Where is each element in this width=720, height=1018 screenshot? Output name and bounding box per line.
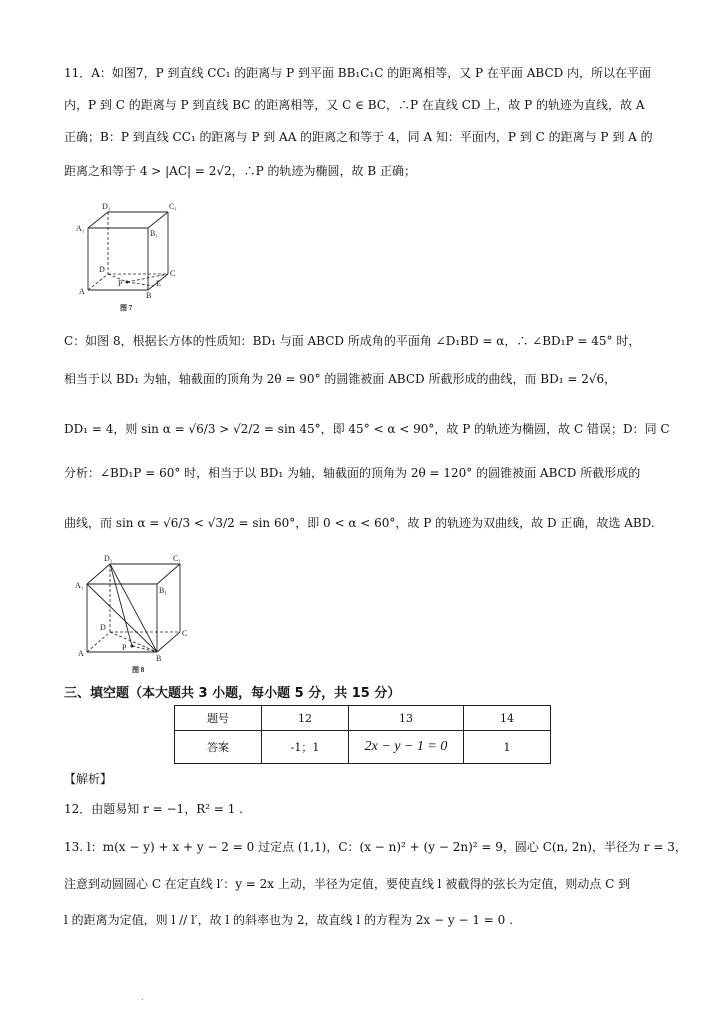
q11-line1: 11．A：如图7，P 到直线 CC₁ 的距离与 P 到平面 BB₁C₁C 的距离相等，又 P 在平面 ABCD 内，所以在平面 [64,66,652,80]
figure-7 [72,200,182,321]
cuboid-diagram-7 [72,200,182,318]
q13-line3: l 的距离为定值，则 l // l′，故 l 的斜率也为 2，故直线 l 的方程为 2x − y − 1 = 0 . [64,913,513,927]
q11-line5: C：如图 8，根据长方体的性质知：BD₁ 与面 ABCD 所成角的平面角 ∠D₁BD = α，∴ ∠BD₁P = 45° 时， [64,334,641,348]
table-cell: 12 [262,706,349,731]
fig7-label-b1: B₁ [150,229,159,238]
q13-line2: 注意到动圆圆心 C 在定直线 l′：y = 2x 上动，半径为定值，要使直线 l 被截得的弦长为定值，则动点 C 到 [64,877,631,891]
table-cell: 14 [464,706,551,731]
q11-line2: 内，P 到 C 的距离与 P 到直线 BC 的距离相等，又 C ∈ BC，∴P 在直线 CD 上，故 P 的轨迹为直线，故 A [64,98,645,112]
q11-line8: 分析：∠BD₁P = 60° 时，相当于以 BD₁ 为轴，轴截面的顶角为 2θ = 120° 的圆锥被面 ABCD 所截形成的 [64,466,641,480]
fig8-caption: 图 8 [132,666,145,674]
fig7-label-p: P [118,279,123,288]
table-row [175,706,551,731]
table-cell: 1 [464,731,551,764]
q11-line4: 距离之和等于 4 > |AC| = 2√2，∴P 的轨迹为椭圆，故 B 正确； [64,164,417,178]
table-header-cell: 题号 [175,706,262,731]
fig7-caption: 图 7 [120,304,133,312]
fig7-label-c: C [170,269,176,278]
table-cell: 13 [349,706,464,731]
fig7-label-a1: A₁ [76,224,85,233]
cuboid-diagram-8 [72,550,192,678]
section-heading: 三、填空题（本大题共 3 小题，每小题 5 分，共 15 分） [64,686,401,701]
fig8-label-b: B [156,654,162,663]
q11-line7: DD₁ = 4，则 sin α = √6/3 > √2/2 = sin 45°，即 45° < α < 90°，故 P 的轨迹为椭圆，故 C 错误；D：同 C [64,422,670,436]
fig7-label-b: B [146,291,152,300]
fig8-label-c1: C₁ [173,554,182,563]
figure-8 [72,550,192,681]
table-row [175,731,551,764]
fig8-label-p: P [122,643,127,652]
table-cell: -1；1 [262,731,349,764]
fig8-label-a1: A₁ [75,581,84,590]
fig8-label-b1: B₁ [159,586,168,595]
table-cell: 2x − y − 1 = 0 [349,731,464,764]
fig8-label-c: C [182,629,188,638]
fig7-label-e: E [156,279,161,288]
footer-mark: . [141,993,144,1002]
q11-line6: 相当于以 BD₁ 为轴，轴截面的顶角为 2θ = 90° 的圆锥被面 ABCD 所截形成的曲线，而 BD₁ = 2√6， [64,372,617,386]
fig8-label-d1: D₁ [104,554,113,563]
fig7-label-d1: D₁ [102,202,111,211]
fig8-label-a: A [78,649,84,658]
fig8-label-d: D [100,623,106,632]
q13-line1: 13. l：m(x − y) + x + y − 2 = 0 过定点 (1,1)，C：(x − n)² + (y − 2n)² = 9，圆心 C(n, 2n)，半径为 r = 3， [64,840,687,854]
analysis-tag: 【解析】 [64,772,113,786]
fig7-label-d: D [99,265,105,274]
table-header-cell: 答案 [175,731,262,764]
q12-line1: 12．由题易知 r = −1，R² = 1 . [64,802,243,816]
answer-table [174,705,551,764]
fig7-label-c1: C₁ [169,202,178,211]
q11-line3: 正确；B：P 到直线 CC₁ 的距离与 P 到 AA 的距离之和等于 4，同 A 知：平面内，P 到 C 的距离与 P 到 A 的 [64,130,653,144]
fig7-label-a: A [79,287,85,296]
q11-line9: 曲线，而 sin α = √6/3 < √3/2 = sin 60°，即 0 < α < 60°，故 P 的轨迹为双曲线，故 D 正确，故选 ABD. [64,516,655,530]
